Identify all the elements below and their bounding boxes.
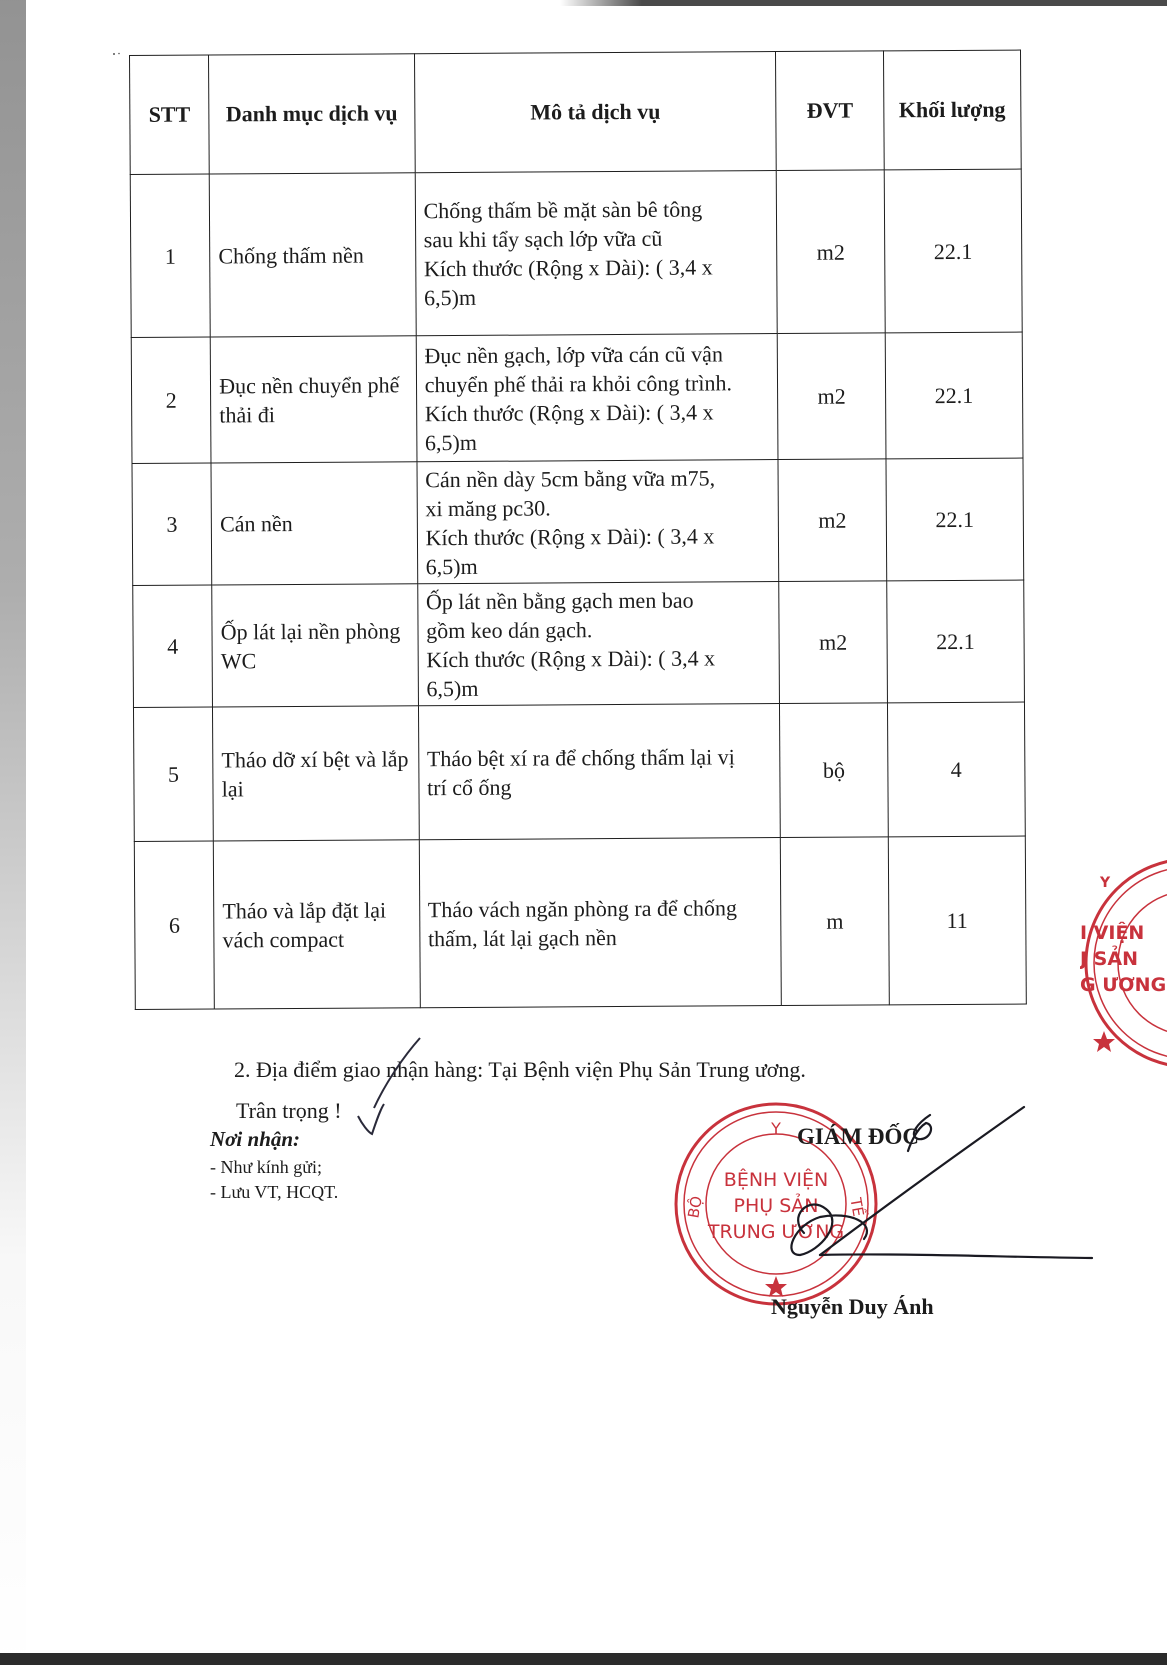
cell-stt: 5 [133,707,213,841]
cell-unit: m2 [778,459,886,582]
cell-service-description [417,460,780,584]
cell-stt: 2 [131,337,211,463]
cell-unit: m2 [777,170,885,334]
edge-seal-letter: Y [1100,875,1111,891]
seal-line: TRUNG ƯƠNG [707,1221,845,1243]
cell-service-description [417,582,780,706]
recipients-title: Nơi nhận: [210,1127,301,1151]
description-line: Chống thấm bề mặt sàn bê tông [423,196,703,224]
description-line: 6,5)m [426,675,479,701]
cell-service-description [416,334,779,462]
page-edge-shadow-left [0,0,26,1677]
table-row [131,332,1023,463]
cell-service-name: Đục nền chuyển phế thải đi [210,336,416,463]
cell-service-name: Ốp lát lại nền phòng WC [212,584,418,707]
closing-greeting: Trân trọng ! [236,1098,342,1123]
description-line: trí cổ ống [427,774,512,800]
description-line: sau khi tẩy sạch lớp vữa cũ [423,225,663,253]
cell-service-description [418,704,781,840]
header-unit: ĐVT [776,51,884,171]
description-line: 6,5)m [424,429,478,455]
initial-tick-mark [352,1036,422,1136]
table-row [133,580,1025,707]
table-row [133,702,1025,841]
seal-line: G ƯƠNG [1080,974,1167,996]
table-row [130,169,1022,337]
cell-stt: 6 [134,841,214,1009]
seal-line: BỆNH VIỆN [723,1169,829,1191]
seal-star-icon [1093,1031,1115,1052]
cell-stt: 1 [130,174,210,337]
description-line: 6,5)m [424,284,477,311]
description-line: Kích thước (Rộng x Dài): ( 3,4 x [426,644,716,672]
cell-unit: m [781,837,889,1006]
seal-line: I VIỆN [1080,922,1145,944]
cell-quantity: 22.1 [886,580,1024,703]
cell-service-description [419,838,782,1008]
cell-quantity: 11 [888,836,1026,1005]
cell-stt: 3 [132,463,212,585]
cell-unit: m2 [779,581,887,704]
cell-quantity: 22.1 [884,169,1022,333]
handwritten-signature [780,1105,1120,1275]
table-row [134,836,1026,1009]
description-line: Kích thước (Rộng x Dài): ( 3,4 x [423,254,713,282]
description-line: gồm keo dán gạch. [426,616,593,643]
seal-side-text: BỘ [684,1194,706,1220]
description-line: xi măng pc30. [425,494,551,521]
seal-right-text: TẾ [846,1196,868,1218]
edge-seal-partial [1080,855,1167,1070]
description-line: Kích thước (Rộng x Dài): ( 3,4 x [425,522,715,550]
cell-service-name: Cán nền [211,462,417,585]
page-edge-shadow-top [0,0,1167,6]
header-service-description: Mô tả dịch vụ [414,52,777,173]
table-row [132,458,1024,585]
services-table [129,50,1027,1010]
list-item: - Như kính gửi; [210,1157,323,1177]
list-item: - Lưu VT, HCQT. [210,1182,339,1202]
cell-service-name: Tháo dỡ xí bệt và lắp lại [213,706,419,841]
page-edge-shadow-bottom [0,1653,1167,1665]
header-stt: STT [130,55,210,174]
seal-line: J SẢN [1080,948,1138,970]
scan-speck [112,52,120,56]
signatory-title: GIÁM ĐỐC [797,1124,920,1149]
description-line: Đục nền gạch, lớp vữa cán cũ vận [424,340,723,368]
cell-service-name: Chống thấm nền [209,173,415,337]
cell-unit: m2 [778,333,886,460]
cell-quantity: 4 [887,702,1025,837]
description-line: Tháo vách ngăn phòng ra để chống [427,894,738,922]
cell-stt: 4 [133,585,213,707]
description-line: Kích thước (Rộng x Dài): ( 3,4 x [424,398,714,426]
delivery-location-text: 2. Địa điểm giao nhận hàng: Tại Bệnh viện Phụ Sản Trung ương. [234,1057,806,1082]
description-line: chuyển phế thải ra khỏi công trình. [424,369,733,397]
description-line: 6,5)m [425,553,478,579]
recipients-list [210,1155,338,1205]
cell-unit: bộ [780,703,888,838]
table-header-row [130,50,1022,174]
description-line: Cán nền dày 5cm bằng vữa m75, [425,464,716,492]
description-line: thấm, lát lại gạch nền [427,924,617,951]
signatory-name: Nguyễn Duy Ánh [771,1294,934,1319]
cell-service-description [415,171,778,336]
header-service-name: Danh mục dịch vụ [209,54,415,174]
cell-service-name: Tháo và lắp đặt lại vách compact [213,840,419,1009]
description-line: Tháo bệt xí ra để chống thấm lại vị [426,743,735,771]
header-quantity: Khối lượng [883,50,1021,170]
description-line: Ốp lát nền bằng gạch men bao [425,587,694,614]
seal-line: PHỤ SẢN [733,1195,819,1217]
seal-top-letter: Y [771,1119,781,1138]
cell-quantity: 22.1 [885,332,1023,459]
cell-quantity: 22.1 [886,458,1024,581]
